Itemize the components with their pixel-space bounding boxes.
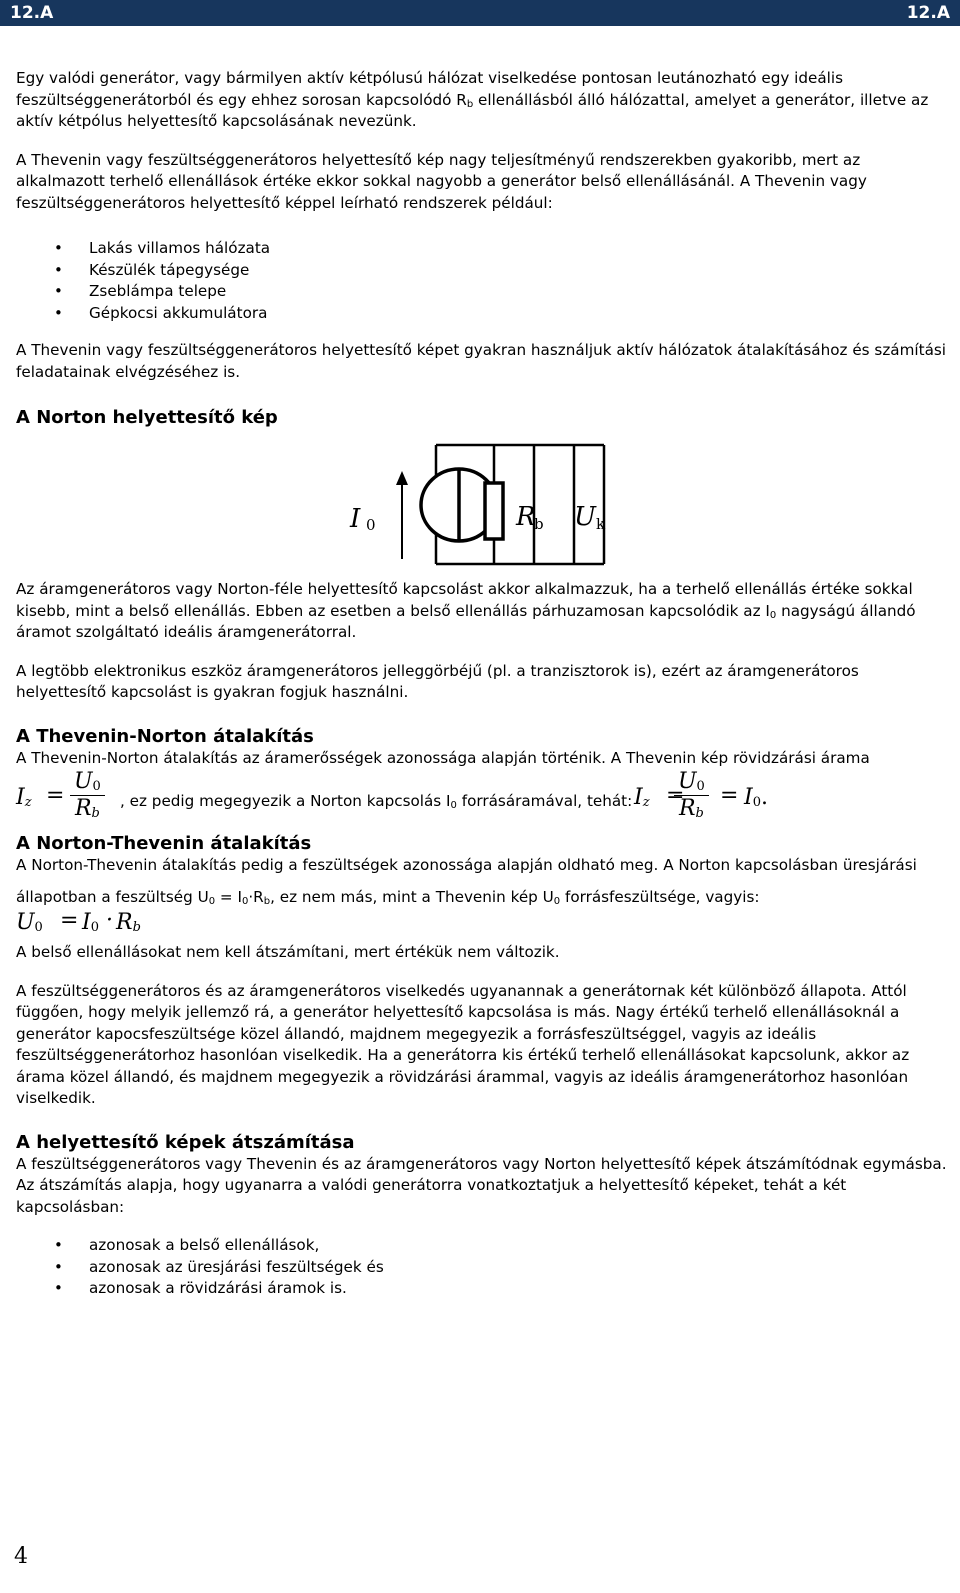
header-left: 12.A: [10, 3, 54, 23]
list-item: • Lakás villamos hálózata: [16, 238, 951, 260]
examples-list: [16, 238, 951, 324]
paragraph-norton-usage: Az áramgenerátoros vagy Norton-féle helyettesítő kapcsolást akkor alkalmazzuk, ha a terhelő ellenállás értéke sokkal kisebb, mint a belső ellenállás. Ebben az esetben a belső ellenállás párhuzamosan kapcsolódik az $I_0$ nagyságú állandó áramot szolgáltató ideális áramgenerátorral.: [16, 580, 916, 641]
page-number: 4: [14, 1544, 28, 1569]
norton-circuit-diagram: [16, 429, 951, 579]
list-item: • Zseblámpa telepe: [16, 281, 951, 303]
heading-conversion: A helyettesítő képek átszámítása: [16, 1131, 355, 1153]
list-item: • azonosak a rövidzárási áramok is.: [16, 1278, 951, 1300]
paragraph-conversion: A feszültséggenerátoros vagy Thevenin és az áramgenerátoros vagy Norton helyettesítő képek átszámítódnak egymásba. Az átszámítás alapja, hogy ugyanarra a valódi generátorra vonatkoztatjuk a helyettesítő képeket, tehát a két kapcsolásban:: [16, 1154, 947, 1216]
paragraph-internal-resistance: A belső ellenállásokat nem kell átszámítani, mert értékük nem változik.: [16, 943, 560, 961]
header-bar: [0, 0, 960, 26]
svg-text:b: b: [534, 515, 544, 533]
equation-u0: $U_0$ = $I_0$ · $R_b$: [16, 908, 141, 935]
svg-text:k: k: [596, 515, 606, 533]
label-Rb: R: [516, 502, 536, 532]
list-item: • Készülék tápegysége: [16, 260, 951, 282]
paragraph-usage: A Thevenin vagy feszültséggenerátoros helyettesítő képet gyakran használjuk aktív hálózatok átalakításához és számítási feladatainak elvégzéséhez is.: [16, 341, 947, 381]
label-I0: I: [350, 504, 361, 534]
paragraph-states: A feszültséggenerátoros és az áramgenerátoros viselkedés ugyanannak a generátornak két különböző állapota. Attól függően, hogy melyik jellemző rá, a generátor helyettesítő kapcsolása is más. Nagy értékű terhelő ellenállásoknál a generátor kapocsfeszültsége közel állandó, majdnem megegyezik a forrásfeszültséggel, vagyis az ideális feszültséggenerátorhoz hasonlóan viselkedik. Ha a generátorra kis értékű terhelő ellenállásokat kapcsolunk, akkor az árama közel állandó, és majdnem megegyezik a rövidzárási árammal, vagyis az ideális áramgenerátorhoz hasonlóan viselkedik.: [16, 981, 910, 1107]
current-arrow-icon: [396, 471, 408, 559]
document-body: [16, 68, 951, 1300]
list-item: • azonosak az üresjárási feszültségek és: [16, 1257, 951, 1279]
heading-thevenin-norton: A Thevenin-Norton átalakítás: [16, 725, 314, 747]
header-right: 12.A: [906, 3, 950, 23]
list-item: • azonosak a belső ellenállások,: [16, 1235, 951, 1257]
heading-norton: A Norton helyettesítő kép: [16, 407, 278, 428]
label-Uk: U: [574, 502, 596, 532]
paragraph-intro: Egy valódi generátor, vagy bármilyen aktív kétpólusú hálózat viselkedése pontosan leutánozható egy ideális feszültséggenerátorból és egy ehhez sorosan kapcsolódó $R_b$ ellenállásból álló hálózattal, amelyet a generátor, illetve az aktív kétpólus helyettesítő kapcsolásának nevezünk.: [16, 69, 929, 130]
resistor-icon: [485, 483, 503, 539]
svg-text:0: 0: [366, 516, 376, 534]
paragraph-thevenin: A Thevenin vagy feszültséggenerátoros helyettesítő kép nagy teljesítményű rendszerekben gyakoribb, mert az alkalmazott terhelő ellenállások értéke ekkor sokkal nagyobb a generátor belső ellenállásánál. A Thevenin vagy feszültséggenerátoros helyettesítő képpel leírható rendszerek például:: [16, 150, 867, 212]
paragraph-tn: A Thevenin-Norton átalakítás az áramerősségek azonossága alapján történik. A Thevenin kép rövidzárási árama: [16, 748, 870, 767]
paragraph-electronics: A legtöbb elektronikus eszköz áramgenerátoros jelleggörbéjű (pl. a tranzisztorok is), ezért az áramgenerátoros helyettesítő kapcsolást is gyakran fogjuk használni.: [16, 661, 859, 701]
heading-norton-thevenin: A Norton-Thevenin átalakítás: [16, 833, 312, 854]
paragraph-open-circuit: állapotban a feszültség $U_0 = I_0\cdot R_b$, ez nem más, mint a Thevenin kép $U_0$ forrásfeszültsége, vagyis:: [16, 887, 760, 907]
paragraph-nt: A Norton-Thevenin átalakítás pedig a feszültségek azonossága alapján oldható meg. A Norton kapcsolásban üresjárási: [16, 856, 917, 874]
list-item: • Gépkocsi akkumulátora: [16, 303, 951, 325]
conditions-list: [16, 1235, 951, 1300]
equation-short-circuit: $I_z$ = $\frac{U_0}{R_b}$ , ez pedig megegyezik a Norton kapcsolás $I_0$ forrásáramával, tehát: $I_z$ = $\frac{U_0}{R_b}$ = $I_0$.: [16, 769, 768, 821]
